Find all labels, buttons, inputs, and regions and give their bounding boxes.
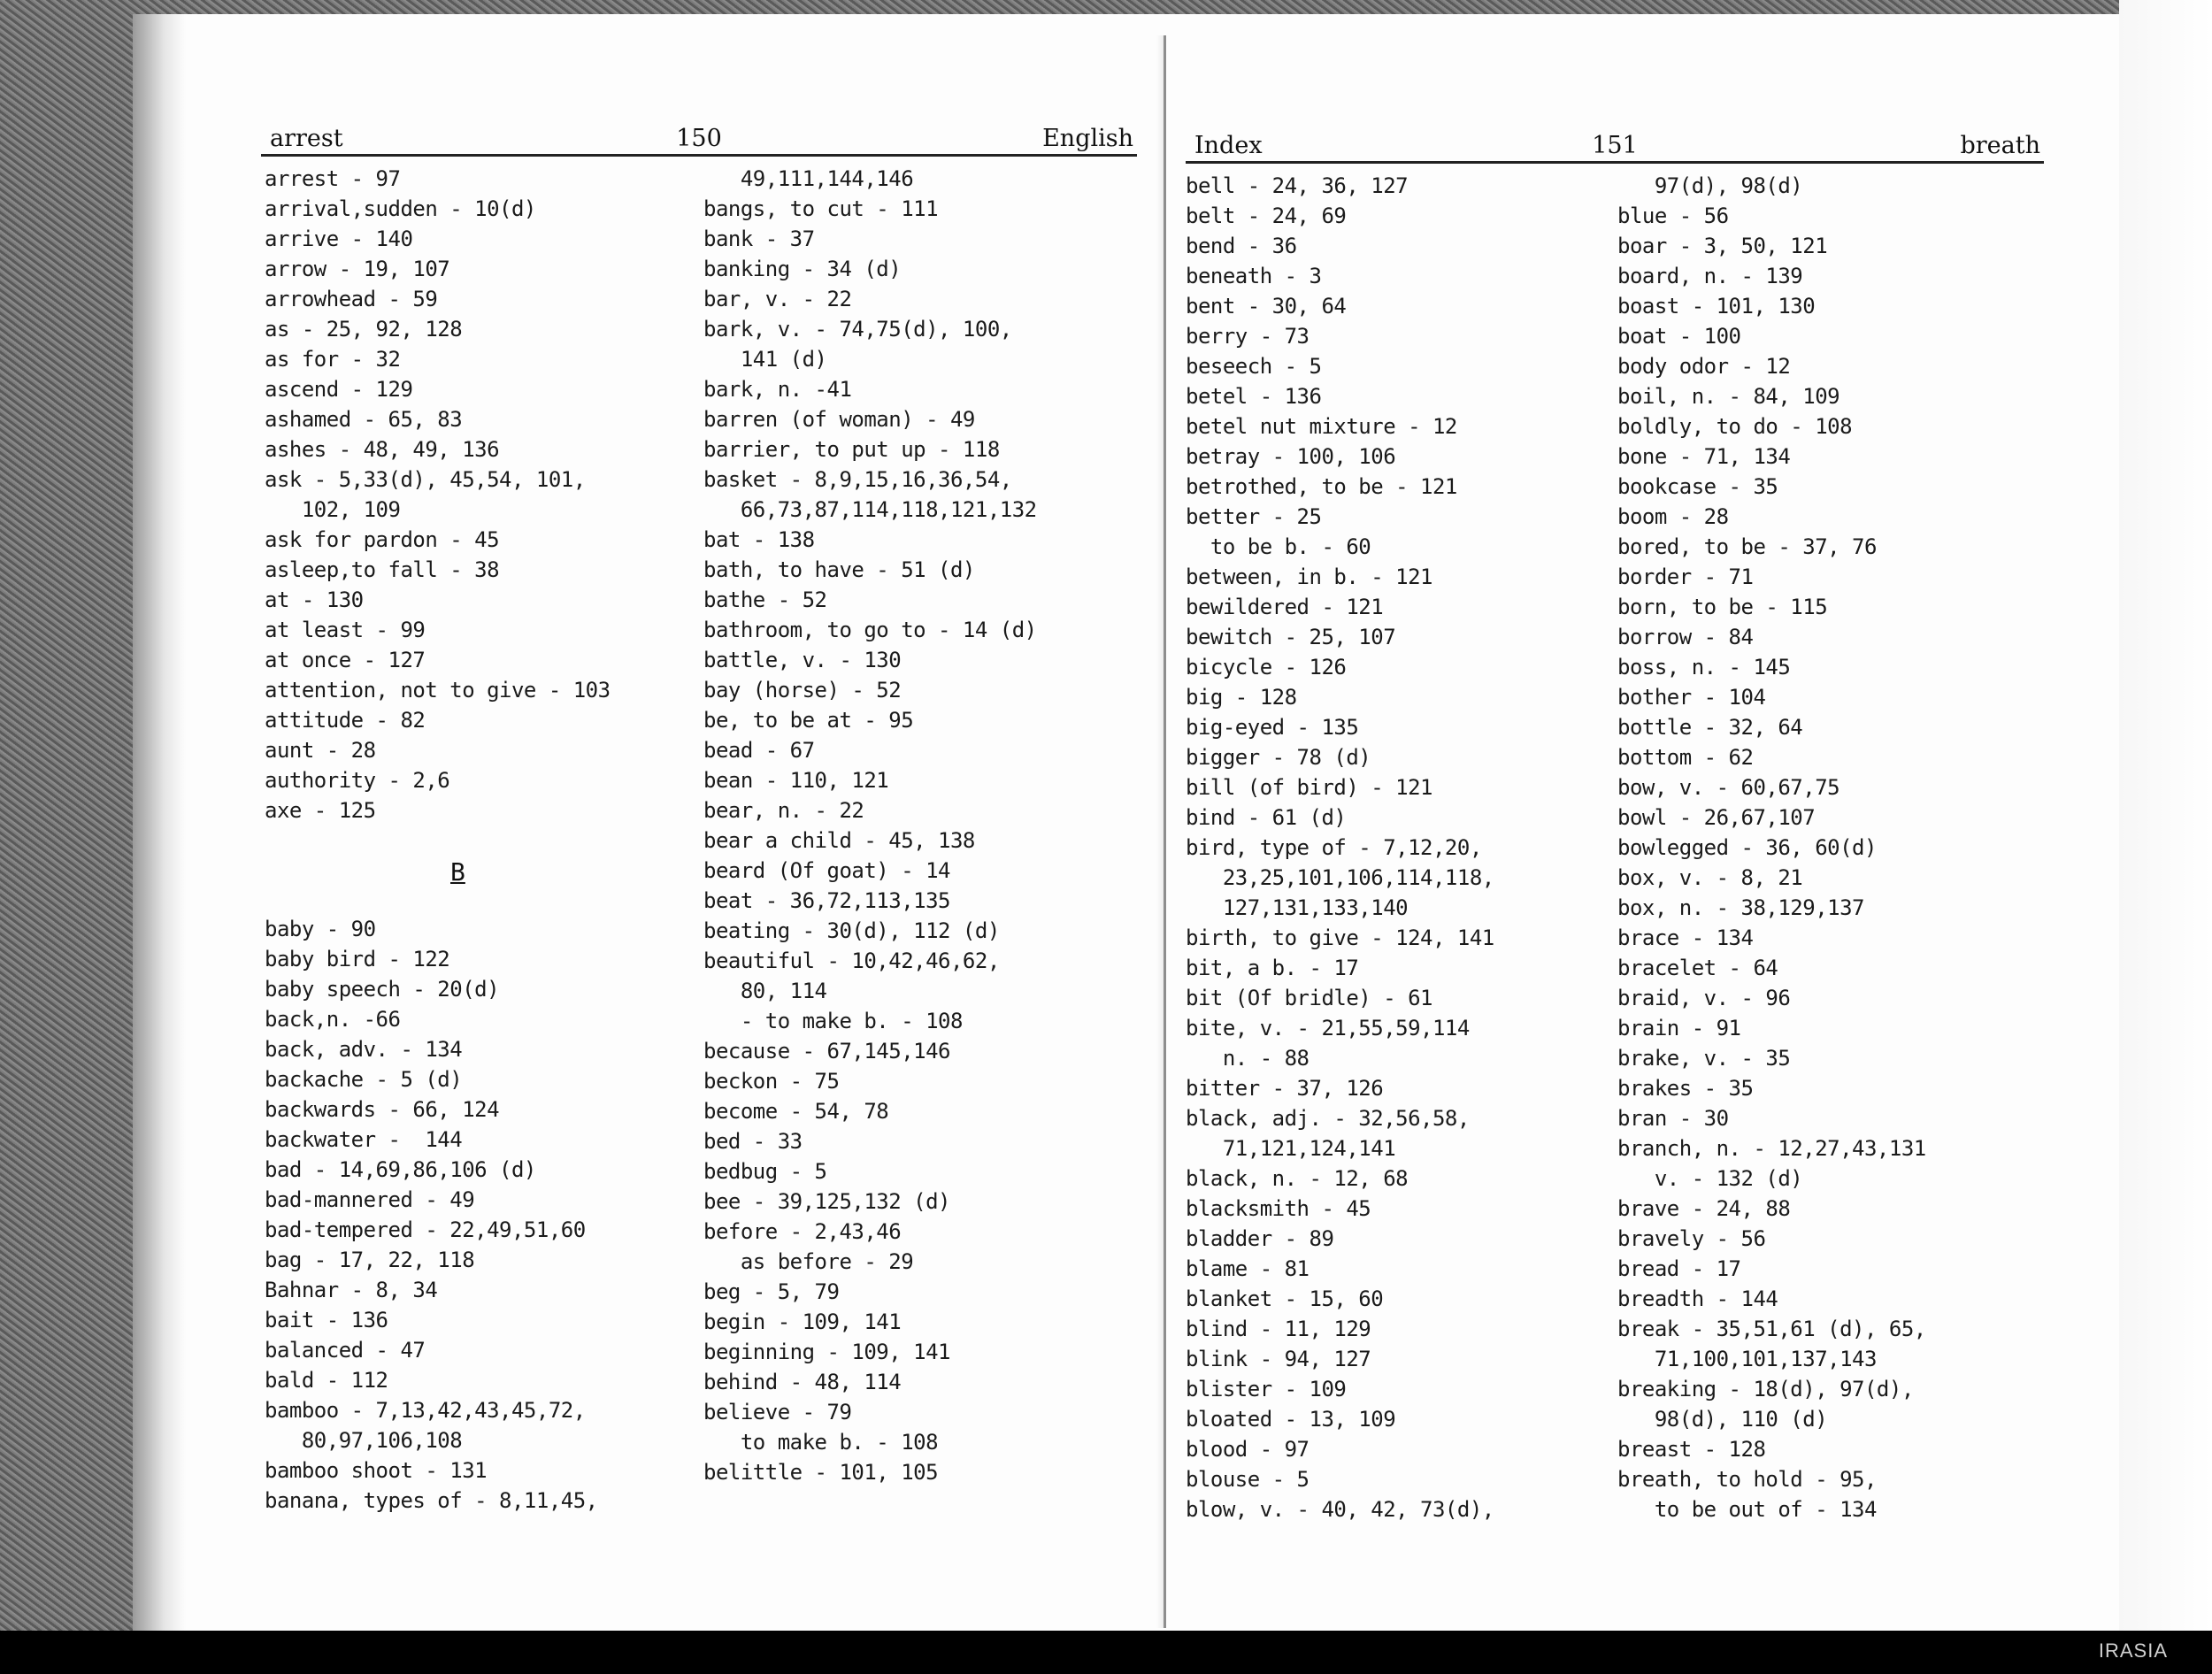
index-entry: 49,111,144,146: [703, 166, 914, 191]
index-entry: n. - 88: [1186, 1046, 1310, 1071]
index-entry: arrest - 97: [265, 166, 401, 191]
index-entry: ask - 5,33(d), 45,54, 101,: [265, 467, 586, 492]
index-entry: v. - 132 (d): [1617, 1166, 1803, 1191]
index-entry: balanced - 47: [265, 1338, 426, 1363]
index-entry: break - 35,51,61 (d), 65,: [1617, 1317, 1926, 1341]
index-entry: banking - 34 (d): [703, 257, 902, 281]
index-entry: boast - 101, 130: [1617, 294, 1816, 319]
index-entry: as before - 29: [703, 1249, 914, 1274]
index-entry: breaking - 18(d), 97(d),: [1617, 1377, 1914, 1401]
index-entry: bath, to have - 51 (d): [703, 557, 975, 582]
index-entry: bait - 136: [265, 1308, 388, 1332]
index-entry: believe - 79: [703, 1400, 852, 1424]
index-entry: beating - 30(d), 112 (d): [703, 918, 1000, 943]
index-entry: Bahnar - 8, 34: [265, 1278, 438, 1302]
index-entry: body odor - 12: [1617, 354, 1791, 379]
index-entry: bone - 71, 134: [1617, 444, 1791, 469]
index-entry: braid, v. - 96: [1617, 986, 1791, 1010]
index-entry: baby speech - 20(d): [265, 977, 500, 1002]
index-entry: belt - 24, 69: [1186, 203, 1347, 228]
index-entry: axe - 125: [265, 798, 376, 823]
index-entry: beard (Of goat) - 14: [703, 858, 950, 883]
index-entry: big - 128: [1186, 685, 1297, 710]
index-entry: bark, v. - 74,75(d), 100,: [703, 317, 1012, 342]
running-head-right-page: [1186, 122, 2044, 164]
index-entry: border - 71: [1617, 564, 1754, 589]
left-page-column-1: [265, 164, 611, 1516]
index-entry: aunt - 28: [265, 738, 376, 763]
index-entry: attitude - 82: [265, 708, 426, 733]
index-entry: board, n. - 139: [1617, 264, 1803, 288]
index-entry: black, n. - 12, 68: [1186, 1166, 1409, 1191]
index-entry: begin - 109, 141: [703, 1309, 902, 1334]
entries-list: [703, 164, 1037, 1487]
index-entry: beseech - 5: [1186, 354, 1322, 379]
index-entry: before - 2,43,46: [703, 1219, 902, 1244]
index-entry: bell - 24, 36, 127: [1186, 173, 1409, 198]
running-head-left-page: [261, 115, 1137, 157]
index-entry: boss, n. - 145: [1617, 655, 1791, 680]
index-entry: bark, n. -41: [703, 377, 852, 402]
entries-list: [1617, 171, 1926, 1524]
index-entry: bamboo - 7,13,42,43,45,72,: [265, 1398, 586, 1423]
index-entry: backache - 5 (d): [265, 1067, 463, 1092]
index-entry: 141 (d): [703, 347, 827, 372]
index-entry: to be b. - 60: [1186, 534, 1371, 559]
index-entry: boar - 3, 50, 121: [1617, 234, 1828, 258]
index-entry: bathe - 52: [703, 587, 827, 612]
index-entry: back, adv. - 134: [265, 1037, 463, 1062]
index-entry: bloated - 13, 109: [1186, 1407, 1396, 1432]
index-entry: beginning - 109, 141: [703, 1340, 950, 1364]
index-entry: boil, n. - 84, 109: [1617, 384, 1840, 409]
index-entry: born, to be - 115: [1617, 595, 1828, 619]
page-number: 151: [1592, 132, 1638, 159]
index-entry: bean - 110, 121: [703, 768, 889, 793]
index-entry: to make b. - 108: [703, 1430, 939, 1455]
entries-b-section: [265, 914, 611, 1516]
index-entry: barren (of woman) - 49: [703, 407, 975, 432]
index-entry: bind - 61 (d): [1186, 805, 1347, 830]
index-entry: - to make b. - 108: [703, 1009, 963, 1033]
index-entry: bat - 138: [703, 527, 815, 552]
index-entry: breath, to hold - 95,: [1617, 1467, 1877, 1492]
header-section: English: [1042, 125, 1133, 152]
index-entry: backwards - 66, 124: [265, 1097, 500, 1122]
index-entry: boat - 100: [1617, 324, 1741, 349]
index-entry: 127,131,133,140: [1186, 895, 1409, 920]
index-entry: brave - 24, 88: [1617, 1196, 1791, 1221]
index-entry: become - 54, 78: [703, 1099, 889, 1124]
index-entry: black, adj. - 32,56,58,: [1186, 1106, 1470, 1131]
index-entry: bored, to be - 37, 76: [1617, 534, 1877, 559]
index-entry: as for - 32: [265, 347, 401, 372]
index-entry: berry - 73: [1186, 324, 1310, 349]
index-entry: as - 25, 92, 128: [265, 317, 463, 342]
index-entry: blacksmith - 45: [1186, 1196, 1371, 1221]
index-entry: boldly, to do - 108: [1617, 414, 1853, 439]
index-entry: bad-tempered - 22,49,51,60: [265, 1217, 586, 1242]
index-entry: belittle - 101, 105: [703, 1460, 939, 1485]
index-entry: brake, v. - 35: [1617, 1046, 1791, 1071]
index-entry: bowl - 26,67,107: [1617, 805, 1816, 830]
index-entry: betel nut mixture - 12: [1186, 414, 1457, 439]
index-entry: baby bird - 122: [265, 947, 450, 971]
index-entry: better - 25: [1186, 504, 1322, 529]
index-entry: bill (of bird) - 121: [1186, 775, 1432, 800]
page-150: [261, 115, 1137, 1513]
index-entry: attention, not to give - 103: [265, 678, 611, 703]
right-page-column-1: [1186, 171, 1494, 1524]
index-entry: bedbug - 5: [703, 1159, 827, 1184]
index-entry: 66,73,87,114,118,121,132: [703, 497, 1037, 522]
index-entry: breadth - 144: [1617, 1286, 1778, 1311]
index-entry: back,n. -66: [265, 1007, 401, 1032]
index-entry: beckon - 75: [703, 1069, 840, 1094]
index-entry: bird, type of - 7,12,20,: [1186, 835, 1482, 860]
index-entry: 102, 109: [265, 497, 401, 522]
index-entry: 80, 114: [703, 979, 827, 1003]
index-entry: arrow - 19, 107: [265, 257, 450, 281]
index-entry: betel - 136: [1186, 384, 1322, 409]
index-entry: blister - 109: [1186, 1377, 1347, 1401]
index-entry: borrow - 84: [1617, 625, 1754, 649]
index-entry: bag - 17, 22, 118: [265, 1248, 475, 1272]
index-entry: authority - 2,6: [265, 768, 450, 793]
index-entry: be, to be at - 95: [703, 708, 914, 733]
index-entry: boom - 28: [1617, 504, 1729, 529]
index-entry: arrowhead - 59: [265, 287, 438, 311]
index-entry: banana, types of - 8,11,45,: [265, 1488, 598, 1513]
index-entry: bigger - 78 (d): [1186, 745, 1371, 770]
index-entry: asleep,to fall - 38: [265, 557, 500, 582]
index-entry: ashamed - 65, 83: [265, 407, 463, 432]
index-entry: bit, a b. - 17: [1186, 956, 1359, 980]
index-entry: branch, n. - 12,27,43,131: [1617, 1136, 1926, 1161]
index-entry: bicycle - 126: [1186, 655, 1347, 680]
index-entry: brain - 91: [1617, 1016, 1741, 1040]
index-entry: blouse - 5: [1186, 1467, 1310, 1492]
index-entry: bear, n. - 22: [703, 798, 864, 823]
index-entry: birth, to give - 124, 141: [1186, 925, 1494, 950]
index-entry: bank - 37: [703, 227, 815, 251]
index-entry: because - 67,145,146: [703, 1039, 950, 1064]
index-entry: bran - 30: [1617, 1106, 1729, 1131]
index-entry: bangs, to cut - 111: [703, 196, 939, 221]
index-entry: bead - 67: [703, 738, 815, 763]
index-entry: bad - 14,69,86,106 (d): [265, 1157, 536, 1182]
index-entry: bathroom, to go to - 14 (d): [703, 618, 1037, 642]
index-entry: bravely - 56: [1617, 1226, 1766, 1251]
index-entry: bewitch - 25, 107: [1186, 625, 1396, 649]
right-page-column-2: [1617, 171, 1926, 1524]
index-entry: bottle - 32, 64: [1617, 715, 1803, 740]
page-number: 150: [676, 125, 722, 152]
index-entry: blame - 81: [1186, 1256, 1310, 1281]
entries-list: [1186, 171, 1494, 1524]
index-entry: arrive - 140: [265, 227, 413, 251]
index-entry: 71,100,101,137,143: [1617, 1347, 1877, 1371]
index-entry: bitter - 37, 126: [1186, 1076, 1384, 1101]
index-entry: bed - 33: [703, 1129, 803, 1154]
header-title: Index: [1194, 132, 1263, 159]
index-entry: bracelet - 64: [1617, 956, 1778, 980]
index-entry: betrothed, to be - 121: [1186, 474, 1457, 499]
index-entry: 80,97,106,108: [265, 1428, 463, 1453]
index-entry: breast - 128: [1617, 1437, 1766, 1462]
index-entry: bow, v. - 60,67,75: [1617, 775, 1840, 800]
index-entry: between, in b. - 121: [1186, 564, 1432, 589]
index-entry: ashes - 48, 49, 136: [265, 437, 500, 462]
index-entry: bald - 112: [265, 1368, 388, 1393]
index-entry: 97(d), 98(d): [1617, 173, 1803, 198]
index-entry: battle, v. - 130: [703, 648, 902, 672]
index-entry: big-eyed - 135: [1186, 715, 1359, 740]
index-entry: box, n. - 38,129,137: [1617, 895, 1864, 920]
index-entry: beneath - 3: [1186, 264, 1322, 288]
index-entry: barrier, to put up - 118: [703, 437, 1000, 462]
index-entry: betray - 100, 106: [1186, 444, 1396, 469]
index-entry: at once - 127: [265, 648, 426, 672]
index-entry: beg - 5, 79: [703, 1279, 840, 1304]
index-entry: behind - 48, 114: [703, 1370, 902, 1394]
index-entry: at - 130: [265, 587, 364, 612]
index-entry: 23,25,101,106,114,118,: [1186, 865, 1494, 890]
index-entry: bottom - 62: [1617, 745, 1754, 770]
index-entry: bar, v. - 22: [703, 287, 852, 311]
right-page-edge: [2119, 0, 2212, 1631]
page-151: [1186, 122, 2044, 1522]
index-entry: bowlegged - 36, 60(d): [1617, 835, 1877, 860]
watermark: IRASIA: [2098, 1639, 2168, 1662]
index-entry: bewildered - 121: [1186, 595, 1384, 619]
index-entry: bookcase - 35: [1617, 474, 1778, 499]
index-entry: 98(d), 110 (d): [1617, 1407, 1828, 1432]
index-entry: baby - 90: [265, 917, 376, 941]
index-entry: blink - 94, 127: [1186, 1347, 1371, 1371]
index-entry: blue - 56: [1617, 203, 1729, 228]
index-entry: bay (horse) - 52: [703, 678, 902, 703]
index-entry: 71,121,124,141: [1186, 1136, 1396, 1161]
index-entry: basket - 8,9,15,16,36,54,: [703, 467, 1012, 492]
index-entry: bear a child - 45, 138: [703, 828, 975, 853]
letter-heading: B: [450, 857, 465, 887]
index-entry: bent - 30, 64: [1186, 294, 1347, 319]
index-entry: ascend - 129: [265, 377, 413, 402]
header-guide-word: arrest: [270, 125, 343, 152]
index-entry: to be out of - 134: [1617, 1497, 1877, 1522]
index-entry: bladder - 89: [1186, 1226, 1334, 1251]
index-entry: blanket - 15, 60: [1186, 1286, 1384, 1311]
index-entry: blind - 11, 129: [1186, 1317, 1371, 1341]
index-entry: bit (Of bridle) - 61: [1186, 986, 1432, 1010]
left-page-column-2: [703, 164, 1037, 1487]
index-entry: bamboo shoot - 131: [265, 1458, 488, 1483]
index-entry: bread - 17: [1617, 1256, 1741, 1281]
index-entry: bother - 104: [1617, 685, 1766, 710]
index-entry: backwater - 144: [265, 1127, 463, 1152]
index-entry: bad-mannered - 49: [265, 1187, 475, 1212]
index-entry: blow, v. - 40, 42, 73(d),: [1186, 1497, 1494, 1522]
index-entry: bite, v. - 21,55,59,114: [1186, 1016, 1470, 1040]
index-entry: arrival,sudden - 10(d): [265, 196, 536, 221]
bottom-bar: [0, 1631, 2212, 1674]
entries-a-section: [265, 164, 611, 825]
header-guide-word: breath: [1960, 132, 2040, 159]
left-binding-shadow: [133, 14, 186, 1631]
index-entry: beat - 36,72,113,135: [703, 888, 950, 913]
index-entry: ask for pardon - 45: [265, 527, 500, 552]
index-entry: bend - 36: [1186, 234, 1297, 258]
index-entry: brace - 134: [1617, 925, 1754, 950]
index-entry: box, v. - 8, 21: [1617, 865, 1803, 890]
index-entry: beautiful - 10,42,46,62,: [703, 948, 1000, 973]
index-entry: brakes - 35: [1617, 1076, 1754, 1101]
index-entry: blood - 97: [1186, 1437, 1310, 1462]
index-entry: bee - 39,125,132 (d): [703, 1189, 950, 1214]
gutter-line: [1164, 35, 1166, 1628]
index-entry: at least - 99: [265, 618, 426, 642]
